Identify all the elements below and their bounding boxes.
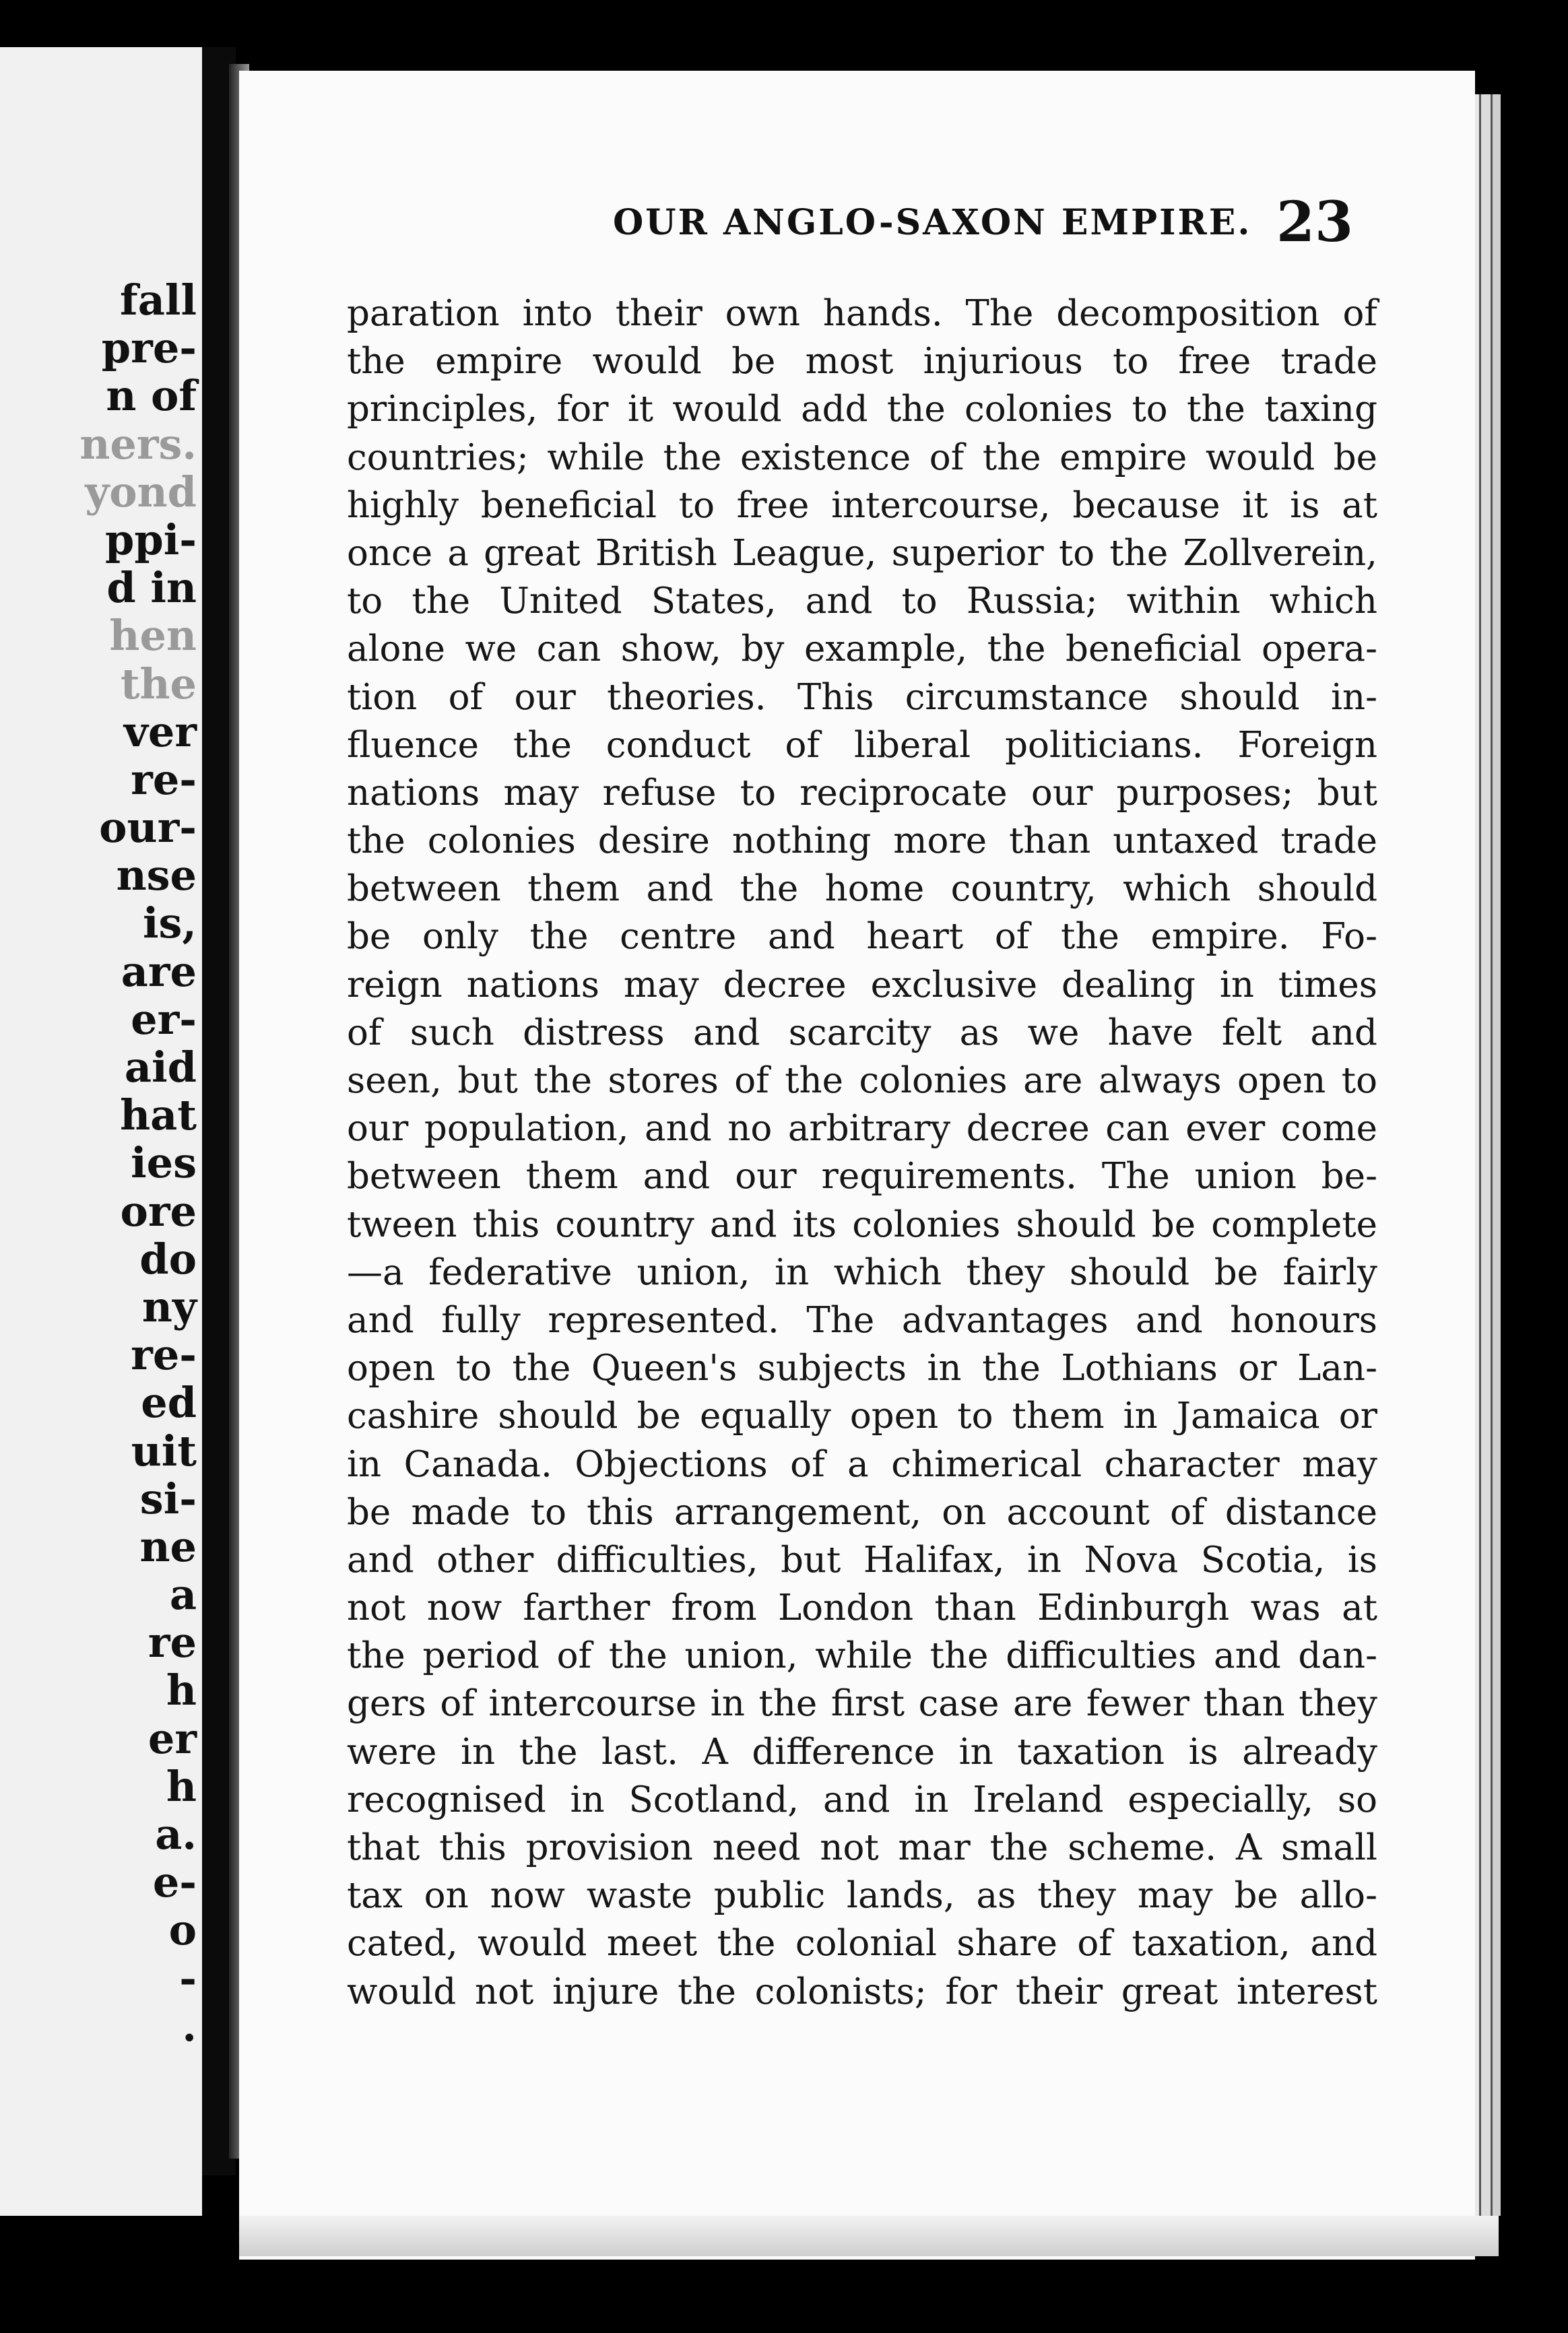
- left-text-fragment: the: [120, 659, 197, 709]
- text-line: be made to this arrangement, on account of distance: [347, 1491, 1377, 1533]
- text-line: seen, but the stores of the colonies are always open to: [347, 1060, 1377, 1101]
- text-line: be only the centre and heart of the empire. Fo-: [347, 916, 1377, 958]
- left-text-fragment: ver: [123, 707, 197, 756]
- left-text-fragment: a.: [155, 1810, 197, 1859]
- text-line: once a great British League, superior to the Zollverein,: [347, 532, 1377, 574]
- text-line: to the United States, and to Russia; within which: [347, 581, 1377, 622]
- text-line: in Canada. Objections of a chimerical character may: [347, 1443, 1377, 1485]
- text-line: open to the Queen's subjects in the Lothians or Lan-: [347, 1348, 1377, 1389]
- text-line: between them and the home country, which should: [347, 868, 1377, 910]
- text-line: not now farther from London than Edinburgh was at: [347, 1587, 1377, 1629]
- left-text-fragment: do: [139, 1234, 197, 1284]
- left-text-fragment: our-: [99, 803, 197, 853]
- left-text-fragment: ne: [139, 1521, 197, 1571]
- text-line: would not injure the colonists; for their great interest: [347, 1971, 1377, 2012]
- left-text-fragment: hen: [109, 611, 197, 661]
- text-line: and other difficulties, but Halifax, in Nova Scotia, is: [347, 1539, 1377, 1581]
- left-text-fragment: er: [148, 1713, 197, 1763]
- body-text: [347, 290, 1377, 2016]
- left-text-fragment: are: [121, 946, 197, 996]
- text-line: —a federative union, in which they should be fairly: [347, 1251, 1377, 1293]
- left-text-fragment: hat: [120, 1090, 197, 1140]
- text-line: cashire should be equally open to them in Jamaica or: [347, 1395, 1377, 1437]
- text-line: recognised in Scotland, and in Ireland especially, so: [347, 1779, 1377, 1820]
- running-title: OUR ANGLO-SAXON EMPIRE.: [613, 202, 1252, 243]
- left-text-fragment: ed: [141, 1378, 197, 1428]
- page-edge: [1479, 94, 1491, 2216]
- text-line: nations may refuse to reciprocate our purposes; but: [347, 772, 1377, 814]
- left-text-fragment: er-: [131, 994, 197, 1044]
- text-line: tax on now waste public lands, as they may be allo-: [347, 1875, 1377, 1917]
- running-head: [239, 190, 1475, 256]
- left-text-fragment: n of: [106, 371, 197, 421]
- left-text-fragment: .: [182, 2001, 197, 2051]
- page-bottom-shadow: [239, 2216, 1499, 2256]
- left-page-text-fragments: [47, 276, 202, 2050]
- text-line: gers of intercourse in the first case are fewer than they: [347, 1683, 1377, 1725]
- left-text-fragment: d in: [106, 563, 197, 613]
- left-text-fragment: ore: [120, 1186, 197, 1236]
- text-line: tween this country and its colonies should be complete: [347, 1204, 1377, 1245]
- text-line: the empire would be most injurious to free trade: [347, 341, 1377, 383]
- left-text-fragment: ppi-: [105, 515, 197, 564]
- text-line: countries; while the existence of the empire would be: [347, 436, 1377, 478]
- text-line: were in the last. A difference in taxation is already: [347, 1731, 1377, 1773]
- text-line: tion of our theories. This circumstance should in-: [347, 676, 1377, 718]
- left-text-fragment: re-: [131, 754, 197, 804]
- left-text-fragment: re: [148, 1618, 197, 1668]
- left-text-fragment: h: [166, 1666, 197, 1715]
- text-line: of such distress and scarcity as we have felt and: [347, 1012, 1377, 1053]
- text-line: our population, and no arbitrary decree can ever come: [347, 1108, 1377, 1150]
- text-line: fluence the conduct of liberal politicians. Foreign: [347, 724, 1377, 766]
- left-text-fragment: yond: [85, 467, 197, 517]
- left-text-fragment: si-: [139, 1474, 197, 1523]
- left-text-fragment: e-: [152, 1858, 197, 1907]
- left-text-fragment: nse: [116, 851, 197, 900]
- left-text-fragment: aid: [124, 1043, 197, 1092]
- text-line: and fully represented. The advantages and honours: [347, 1299, 1377, 1341]
- left-text-fragment: re-: [131, 1330, 197, 1380]
- text-line: highly beneficial to free intercourse, because it is at: [347, 484, 1377, 526]
- text-line: alone we can show, by example, the beneficial opera-: [347, 628, 1377, 670]
- left-text-fragment: pre-: [101, 323, 197, 373]
- text-line: cated, would meet the colonial share of taxation, and: [347, 1923, 1377, 1965]
- left-text-fragment: ny: [141, 1282, 197, 1332]
- text-line: between them and our requirements. The union be-: [347, 1156, 1377, 1197]
- left-text-fragment: h: [166, 1761, 197, 1811]
- left-text-fragment: -: [179, 1953, 197, 2003]
- right-page: [239, 71, 1475, 2260]
- text-line: the colonies desire nothing more than untaxed trade: [347, 820, 1377, 862]
- text-line: that this provision need not mar the scheme. A small: [347, 1827, 1377, 1868]
- left-text-fragment: ies: [131, 1138, 197, 1188]
- page-number: 23: [1276, 190, 1354, 255]
- left-text-fragment: uit: [131, 1426, 197, 1476]
- left-text-fragment: ners.: [79, 419, 197, 469]
- text-line: paration into their own hands. The decomposition of: [347, 293, 1377, 334]
- left-page-fragment: [0, 47, 202, 2216]
- left-text-fragment: fall: [120, 275, 197, 325]
- left-text-fragment: o: [168, 1905, 197, 1955]
- left-text-fragment: a: [169, 1570, 197, 1620]
- text-line: the period of the union, while the difficulties and dan-: [347, 1635, 1377, 1677]
- text-line: reign nations may decree exclusive dealing in times: [347, 964, 1377, 1006]
- left-text-fragment: is,: [142, 898, 197, 948]
- text-line: principles, for it would add the colonies to the taxing: [347, 389, 1377, 430]
- page-edge: [1491, 94, 1501, 2216]
